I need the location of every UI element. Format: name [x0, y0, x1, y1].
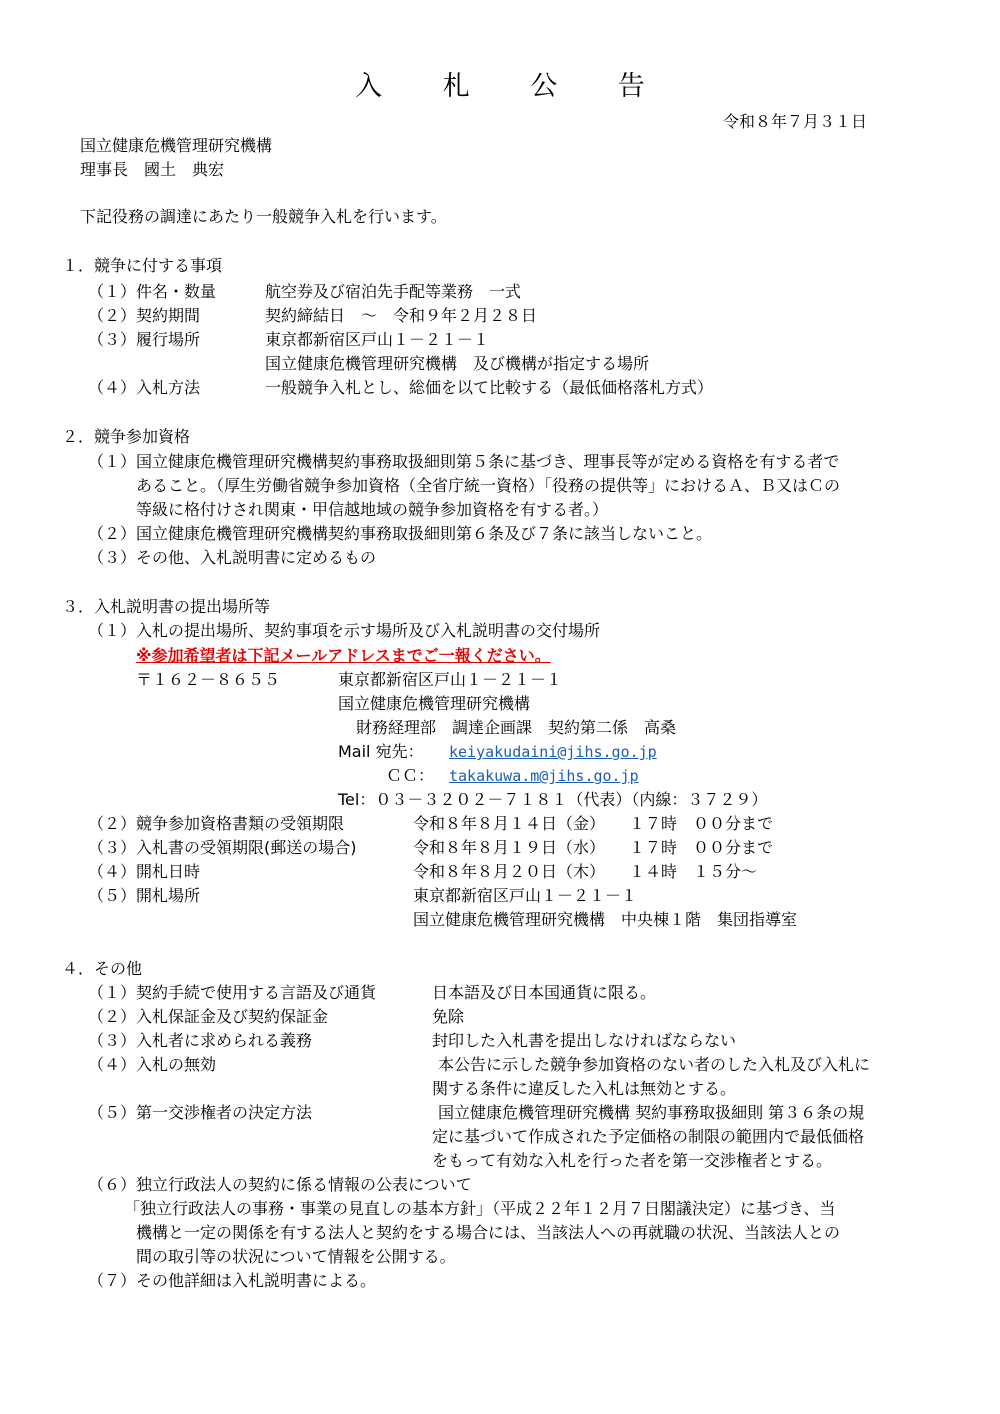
s3-address: 東京都新宿区戸山１－２１－１ [338, 670, 563, 689]
s4-item1-label: （１）契約手続で使用する言語及び通貨 [88, 983, 377, 1002]
notice-date: 令和８年７月３１日 [723, 112, 868, 131]
s1-item2-value: 契約締結日 ～ 令和９年２月２８日 [265, 306, 538, 325]
s4-item2-value: 免除 [432, 1007, 465, 1026]
s3-item2-label: （２）競争参加資格書類の受領期限 [88, 814, 345, 833]
s3-item4-label: （４）開札日時 [88, 862, 201, 881]
s4-item5-value1: 国立健康危機管理研究機構 契約事務取扱細則 第３６条の規 [438, 1103, 865, 1122]
issuer-org: 国立健康危機管理研究機構 [80, 136, 273, 155]
s3-item4-value: 令和８年８月２０日（木） １４時 １５分～ [413, 862, 758, 881]
s4-item6-line3: 間の取引等の状況について情報を公開する。 [136, 1247, 456, 1266]
s4-item6-line2: 機構と一定の関係を有する法人と契約をする場合には、当該法人への再就職の状況、当該法人との [136, 1223, 841, 1242]
s2-item1-line3: 等級に格付けされ関東・甲信越地域の競争参加資格を有する者。） [136, 500, 609, 519]
s1-item3-label: （３）履行場所 [88, 330, 201, 349]
s1-item4-value: 一般競争入札とし、総価を以て比較する（最低価格落札方式） [265, 378, 714, 397]
s1-item2-label: （２）契約期間 [88, 306, 201, 325]
s3-email-notice: ※参加希望者は下記メールアドレスまでご一報ください。 [136, 646, 551, 665]
section-3-heading: ３．入札説明書の提出場所等 [62, 597, 271, 616]
s3-dept: 財務経理部 調達企画課 契約第二係 高桑 [356, 718, 677, 737]
s3-org: 国立健康危機管理研究機構 [338, 694, 531, 713]
s3-cc-link[interactable]: takakuwa.m@jihs.go.jp [449, 767, 639, 785]
s2-item1-line1: （１）国立健康危機管理研究機構契約事務取扱細則第５条に基づき、理事長等が定める資格を有する者で [88, 452, 840, 471]
s4-item6-line1: 「独立行政法人の事務・事業の見直しの基本方針」（平成２２年１２月７日閣議決定）に基づき、当 [124, 1199, 836, 1218]
s1-item1-label: （１）件名・数量 [88, 282, 217, 301]
s3-item1: （１）入札の提出場所、契約事項を示す場所及び入札説明書の交付場所 [88, 621, 601, 640]
s3-cc-label: ＣＣ： [386, 766, 435, 785]
s4-item1-value: 日本語及び日本国通貨に限る。 [432, 983, 657, 1002]
s1-item3-value1: 東京都新宿区戸山１－２１－１ [265, 330, 490, 349]
s4-item4-value2: 関する条件に違反した入札は無効とする。 [432, 1079, 737, 1098]
s3-item3-label: （３）入札書の受領期限(郵送の場合) [88, 838, 357, 857]
s4-item2-label: （２）入札保証金及び契約保証金 [88, 1007, 329, 1026]
section-4-heading: ４．その他 [62, 959, 143, 978]
s3-postal-code: 〒１６２－８６５５ [136, 670, 281, 689]
section-1-heading: １．競争に付する事項 [62, 256, 223, 275]
s4-item7: （７）その他詳細は入札説明書による。 [88, 1271, 377, 1290]
s4-item4-value1: 本公告に示した競争参加資格のない者のした入札及び入札に [438, 1055, 871, 1074]
s3-mail-link[interactable]: keiyakudaini@jihs.go.jp [449, 743, 657, 761]
intro-text: 下記役務の調達にあたり一般競争入札を行います。 [80, 207, 447, 226]
s1-item1-value: 航空券及び宿泊先手配等業務 一式 [265, 282, 522, 301]
s3-tel: Tel：０３－３２０２－７１８１（代表）（内線：３７２９） [338, 790, 768, 809]
s4-item6-label: （６）独立行政法人の契約に係る情報の公表について [88, 1175, 472, 1194]
s3-mail-label: Mail 宛先： [338, 742, 424, 761]
s4-item4-label: （４）入札の無効 [88, 1055, 217, 1074]
issuer-chairman: 理事長 國土 典宏 [80, 160, 225, 179]
s2-item2: （２）国立健康危機管理研究機構契約事務取扱細則第６条及び７条に該当しないこと。 [88, 524, 713, 543]
section-2-heading: ２．競争参加資格 [62, 427, 191, 446]
s3-item2-value: 令和８年８月１４日（金） １７時 ００分まで [413, 814, 774, 833]
s4-item5-value2: 定に基づいて作成された予定価格の制限の範囲内で最低価格 [432, 1127, 865, 1146]
s3-item5-label: （５）開札場所 [88, 886, 201, 905]
page-title: 入 札 公 告 [355, 71, 671, 102]
s2-item1-line2: あること。（厚生労働省競争参加資格（全省庁統一資格）「役務の提供等」におけるＡ、Ｂ又はＣの [136, 476, 841, 495]
s3-item5-value1: 東京都新宿区戸山１－２１－１ [413, 886, 638, 905]
s1-item4-label: （４）入札方法 [88, 378, 201, 397]
s3-item5-value2: 国立健康危機管理研究機構 中央棟１階 集団指導室 [413, 910, 798, 929]
s3-item3-value: 令和８年８月１９日（水） １７時 ００分まで [413, 838, 774, 857]
s4-item3-label: （３）入札者に求められる義務 [88, 1031, 313, 1050]
s4-item5-value3: をもって有効な入札を行った者を第一交渉権者とする。 [432, 1151, 833, 1170]
s2-item3: （３）その他、入札説明書に定めるもの [88, 548, 377, 567]
s4-item3-value: 封印した入札書を提出しなければならない [432, 1031, 737, 1050]
s4-item5-label: （５）第一交渉権者の決定方法 [88, 1103, 313, 1122]
s1-item3-value2: 国立健康危機管理研究機構 及び機構が指定する場所 [265, 354, 650, 373]
